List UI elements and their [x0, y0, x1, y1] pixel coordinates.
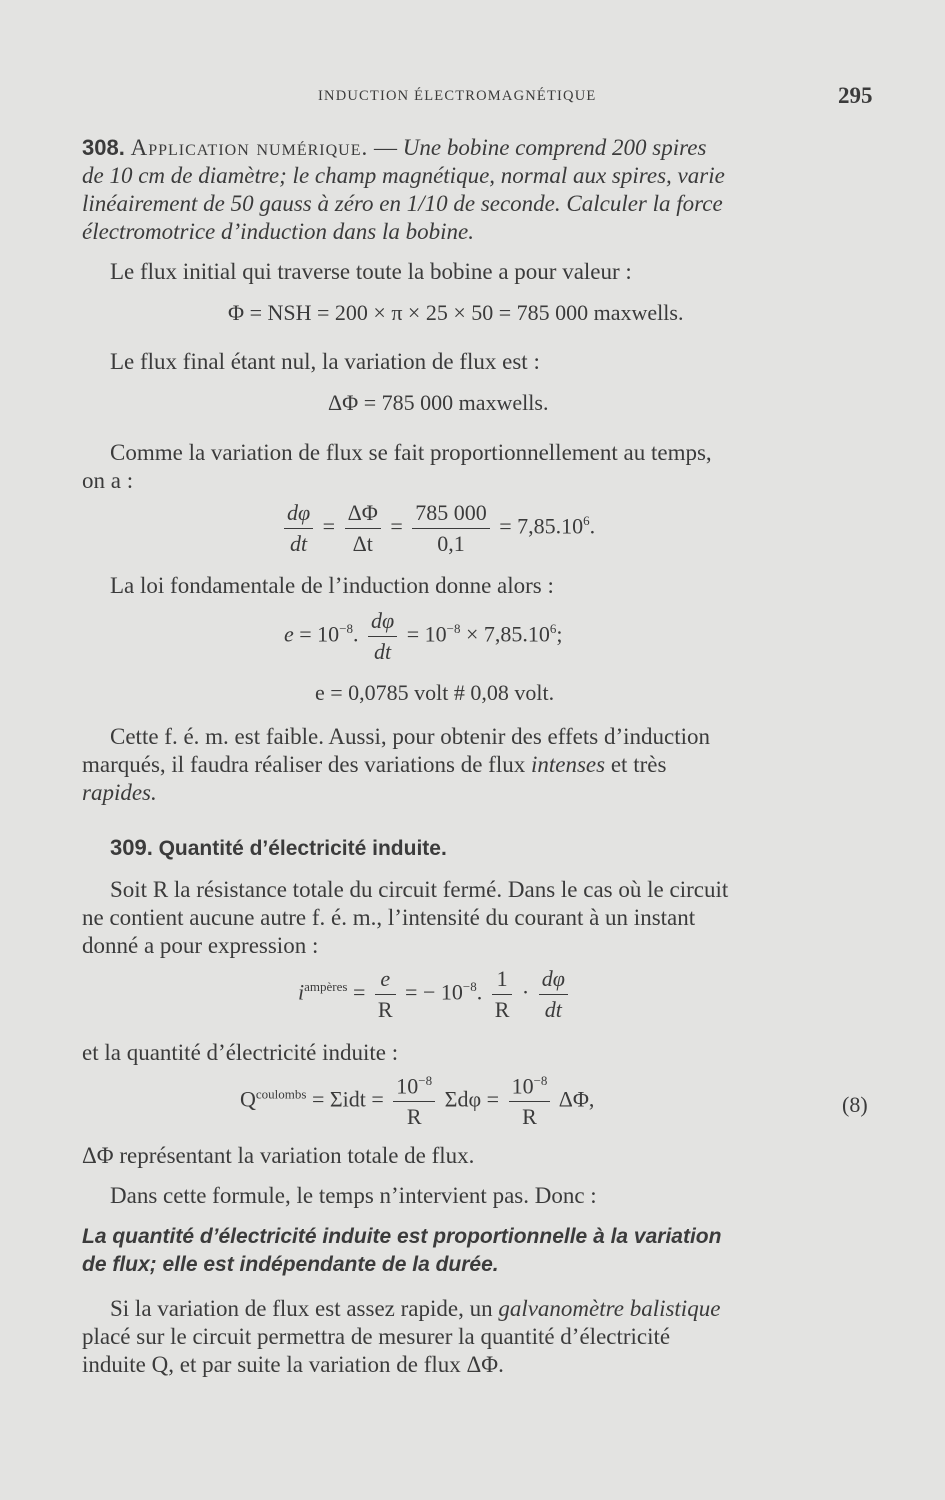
paragraph: Soit R la résistance totale du circuit fermé. Dans le cas où le circuit [110, 877, 729, 902]
formula-rate: $\frac{d\varphi}{dt}$ = $\frac{\Delta\Phi}{\Delta t}$ = $\frac{785 000}{0,1}$ = $7,85.10^6$. [280, 500, 595, 557]
paragraph: on a : [82, 468, 134, 493]
paragraph: rapides. [82, 780, 157, 805]
law-statement: La quantité d’électricité induite est proportionnelle à la variation [82, 1225, 722, 1248]
formula-flux-initial: Φ = NSH = 200 × π × 25 × 50 = 785 000 maxwells. [228, 300, 684, 325]
formula-charge: $Q^{coulombs} = \Sigma idt$ = $\frac{10^{-8}}{R}$ Σdφ = $\frac{10^{-8}}{R}$ ΔΦ, [240, 1073, 595, 1130]
paragraph: induite Q, et par suite la variation de flux ΔΦ. [82, 1352, 504, 1377]
running-title: INDUCTION ÉLECTROMAGNÉTIQUE [318, 88, 597, 104]
paragraph: ne contient aucune autre f. é. m., l’intensité du courant à un instant [82, 905, 696, 930]
section-title: Quantité d’électricité induite. [158, 837, 447, 860]
paragraph: Le flux final étant nul, la variation de flux est : [110, 349, 540, 374]
fraction: $\frac{d\varphi}{dt}$ [284, 500, 313, 557]
formula-current: $i^{ampères}$ = $\frac{e}{R}$ = − $10^{-8}$. $\frac{1}{R}$ · $\frac{d\varphi}{dt}$ [298, 966, 572, 1023]
fraction: $\frac{d\varphi}{dt}$ [368, 608, 397, 665]
paragraph: ΔΦ représentant la variation totale de flux. [82, 1143, 475, 1168]
formula-flux-variation: ΔΦ = 785 000 maxwells. [328, 390, 549, 415]
problem-line: linéairement de 50 gauss à zéro en 1/10 de seconde. Calculer la force [82, 191, 723, 216]
page-number: 295 [838, 83, 873, 108]
law-statement: de flux; elle est indépendante de la durée. [82, 1253, 499, 1276]
paragraph: La loi fondamentale de l’induction donne alors : [110, 573, 554, 598]
section-number: 309. [110, 835, 153, 860]
paragraph: marqués, il faudra réaliser des variations de flux intenses et très [82, 752, 667, 777]
dash: — [374, 135, 397, 160]
section-number: 308. [82, 135, 125, 160]
fraction: $\frac{\Delta\Phi}{\Delta t}$ [345, 500, 381, 557]
paragraph: et la quantité d’électricité induite : [82, 1040, 399, 1065]
fraction: $\frac{e}{R}$ [375, 966, 396, 1023]
section-308-heading-line [82, 135, 706, 161]
problem-line: électromotrice d’induction dans la bobine. [82, 219, 474, 244]
fraction: $\frac{1}{R}$ [492, 966, 513, 1023]
problem-text: Une bobine comprend 200 spires [402, 135, 707, 160]
paragraph: Si la variation de flux est assez rapide, un galvanomètre balistique [110, 1296, 721, 1321]
fraction: $\frac{785 000}{0,1}$ [412, 500, 490, 557]
equation-number: (8) [842, 1092, 868, 1117]
paragraph: placé sur le circuit permettra de mesurer la quantité d’électricité [82, 1324, 671, 1349]
problem-line: de 10 cm de diamètre; le champ magnétique, normal aux spires, varie [82, 163, 725, 188]
section-309-heading [110, 835, 447, 861]
paragraph: Comme la variation de flux se fait proportionnellement au temps, [110, 440, 712, 465]
fraction: $\frac{10^{-8}}{R}$ [393, 1073, 435, 1130]
paragraph: Dans cette formule, le temps n’intervient pas. Donc : [110, 1183, 597, 1208]
paragraph: Cette f. é. m. est faible. Aussi, pour obtenir des effets d’induction [110, 724, 710, 749]
paragraph: donné a pour expression : [82, 933, 319, 958]
fraction: $\frac{10^{-8}}{R}$ [509, 1073, 551, 1130]
fraction: $\frac{d\varphi}{dt}$ [539, 966, 568, 1023]
section-title: Application numérique. [130, 135, 369, 160]
formula-emf: $e = 10^{-8}$. $\frac{d\varphi}{dt}$ = $10^{-8} \times 7,85.10^6$; [284, 608, 563, 664]
paragraph: Le flux initial qui traverse toute la bobine a pour valeur : [110, 259, 632, 284]
formula-emf-value: e = 0,0785 volt # 0,08 volt. [315, 680, 555, 705]
